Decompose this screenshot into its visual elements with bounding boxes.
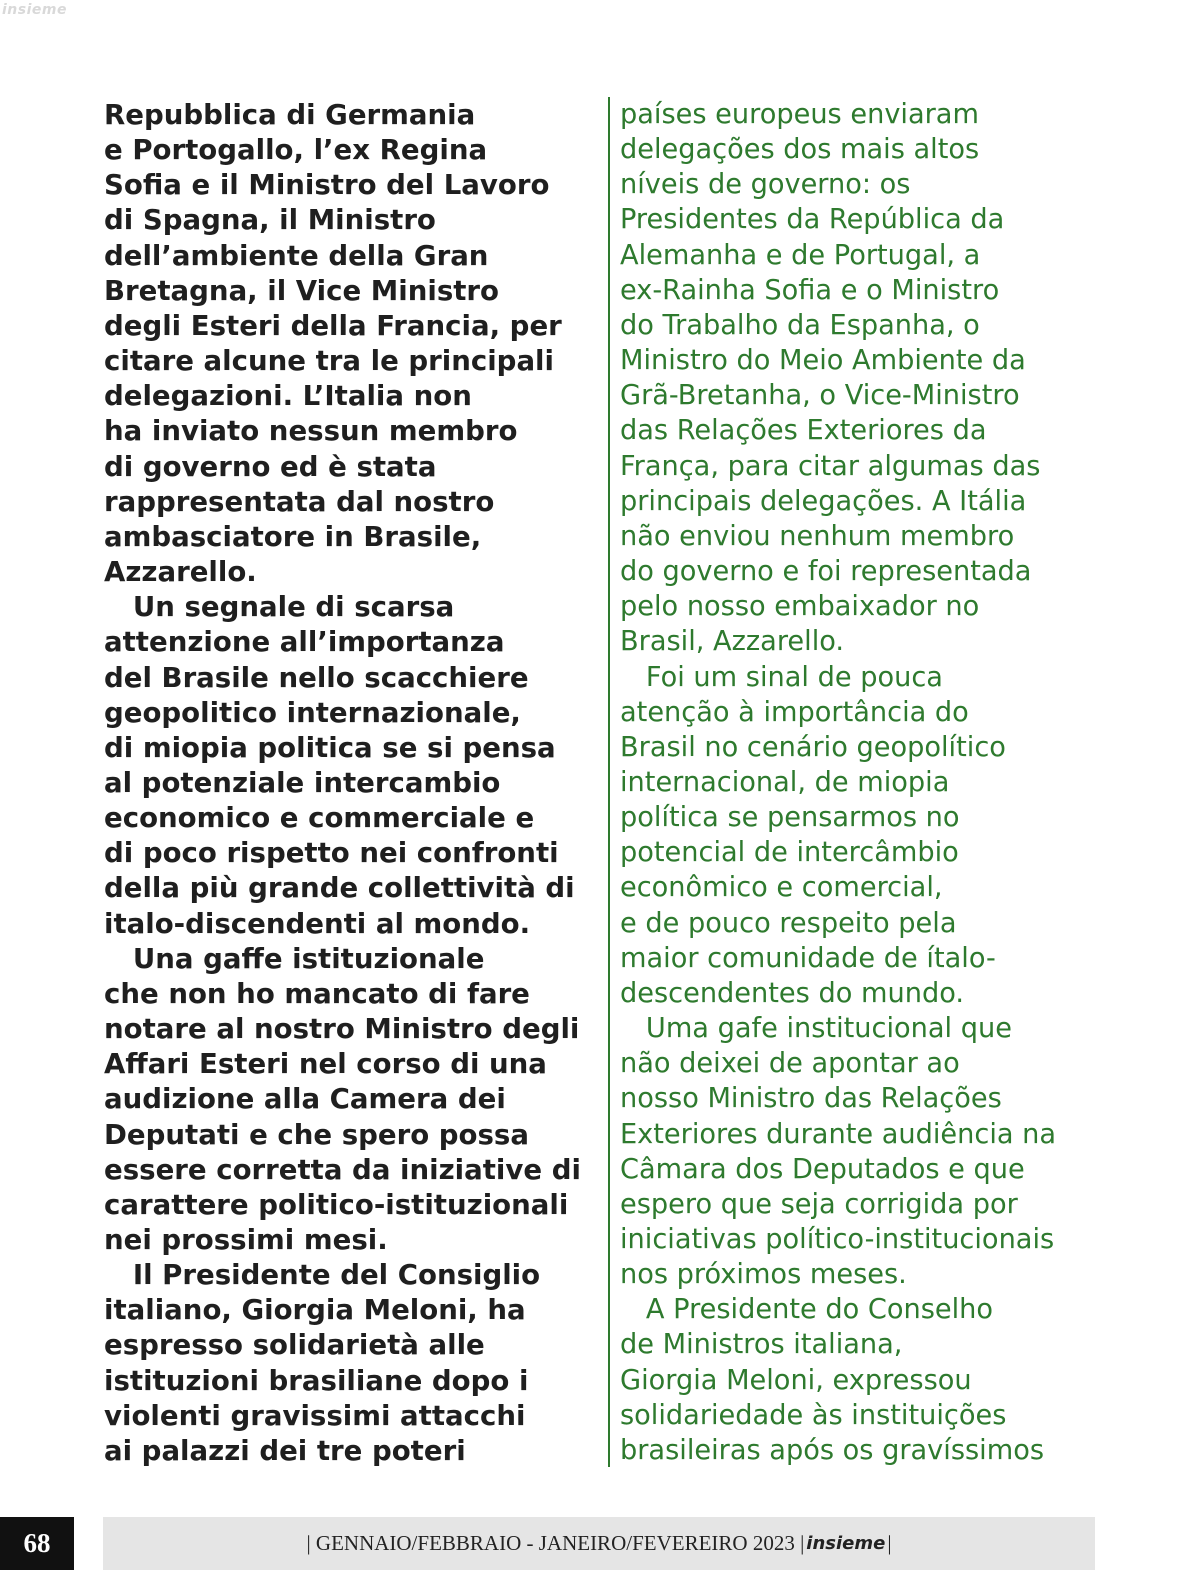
italian-column: Repubblica di Germania e Portogallo, l’ex Regina Sofia e il Ministro del Lavoro di Spagna, il Ministro dell’ambiente della Gran Bretagna, il Vice Ministro degli Esteri della Francia, per citare alcune tra le principali delegazioni. L’Italia non ha inviato nessun membro di governo ed è stata rappresentata dal nostro ambasciatore in Brasile, Azzarello. Un segnale di scarsa attenzione all’importanza del Brasile nello scacchiere geopolitico internazionale, di miopia politica se si pensa al potenziale intercambio economico e commerciale e di poco rispetto nei confronti della più grande collettività di italo-discendenti al mondo. Una gaffe istituzionale che non ho mancato di fare notare al nostro Ministro degli Affari Esteri nel corso di una audizione alla Camera dei Deputati e che spero possa essere corretta da iniziative di carattere politico-istituzionali nei prossimi mesi. Il Presidente del Consiglio italiano, Giorgia Meloni, ha espresso solidarietà alle istituzioni brasiliane dopo i violenti gravissimi attacchi ai palazzi dei tre poteri xyxy=(104,98,581,1467)
footer-band xyxy=(103,1517,1095,1570)
portuguese-column: países europeus enviaram delegações dos mais altos níveis de governo: os Presidentes da República da Alemanha e de Portugal, a ex-Rainha Sofia e o Ministro do Trabalho da Espanha, o Ministro do Meio Ambiente da Grã-Bretanha, o Vice-Ministro das Relações Exteriores da França, para citar algumas das principais delegações. A Itália não enviou nenhum membro do governo e foi representada pelo nosso embaixador no Brasil, Azzarello. Foi um sinal de pouca atenção à importância do Brasil no cenário geopolítico internacional, de miopia política se pensarmos no potencial de intercâmbio econômico e comercial, e de pouco respeito pela maior comunidade de ítalo- descendentes do mundo. Uma gafe institucional que não deixei de apontar ao nosso Ministro das Relações Exteriores durante audiência na Câmara dos Deputados e que espero que seja corrigida por iniciativas político-institucionais nos próximos meses. A Presidente do Conselho de Ministros italiana, Giorgia Meloni, expressou solidariedade às instituições brasileiras após os gravíssimos xyxy=(620,99,1057,1466)
column-divider xyxy=(608,97,610,1467)
page-number: 68 xyxy=(0,1517,74,1570)
header-logo: insieme xyxy=(2,2,67,18)
footer-end-bar: | xyxy=(887,1531,892,1555)
footer-issue-text: | GENNAIO/FEBBRAIO - JANEIRO/FEVEREIRO 2023 | xyxy=(306,1531,805,1555)
footer-brand-logo: insieme xyxy=(806,1533,886,1554)
